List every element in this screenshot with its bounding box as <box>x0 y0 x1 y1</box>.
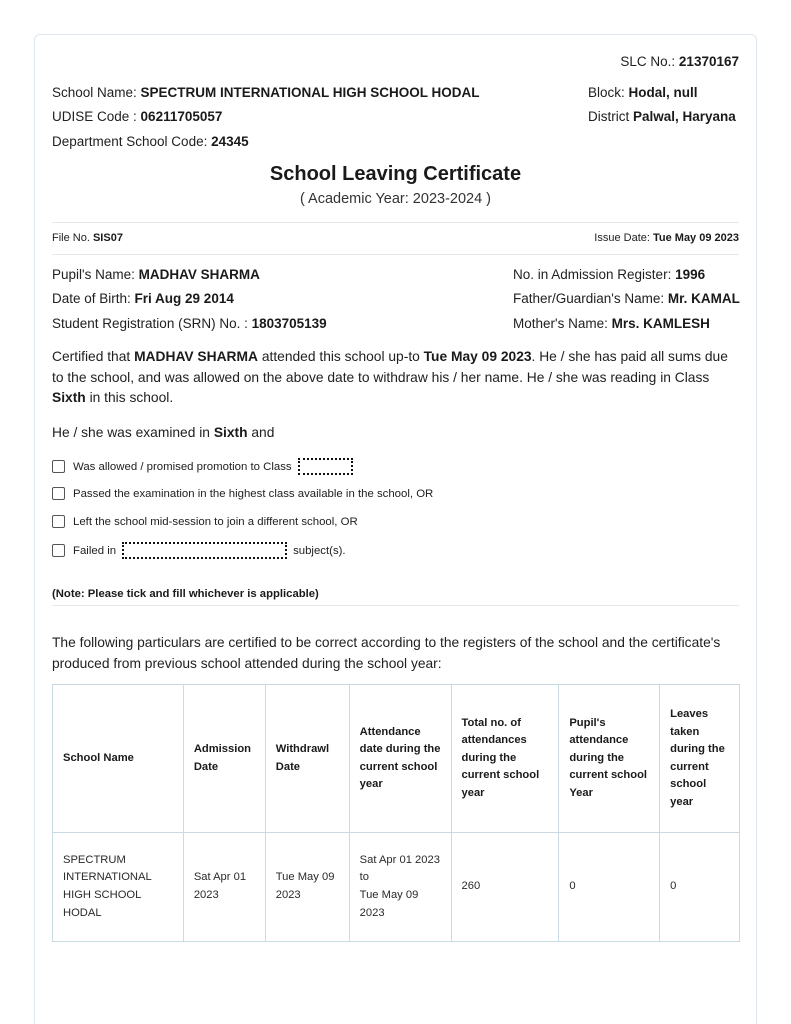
block: Block: Hodal, null <box>588 85 698 100</box>
attendance-table <box>52 684 740 942</box>
option-promotion: Was allowed / promised promotion to Class <box>52 458 353 475</box>
date-of-birth: Date of Birth: Fri Aug 29 2014 <box>52 291 234 306</box>
father-name: Father/Guardian's Name: Mr. KAMAL <box>513 291 740 306</box>
option-passed: Passed the examination in the highest class available in the school, OR <box>52 487 433 500</box>
particulars-paragraph: The following particulars are certified to be correct according to the registers of the school and the certificate's produced from previous school attended during the school year: <box>52 635 721 671</box>
header-leaves-taken: Leaves taken during the current school year <box>660 685 740 833</box>
certificate-title: School Leaving Certificate <box>269 163 522 185</box>
attendance-to: Tue May 09 2023 <box>359 889 419 919</box>
header-school-name: School Name <box>53 685 184 833</box>
header-withdrawl-date: Withdrawl Date <box>265 685 349 833</box>
divider <box>52 222 739 223</box>
pupil-name: Pupil's Name: MADHAV SHARMA <box>52 267 260 282</box>
failed-checkbox[interactable] <box>52 544 65 557</box>
cell-total-attendances: 260 <box>451 833 559 942</box>
department-school-code: Department School Code: 24345 <box>52 134 249 149</box>
examined-line: He / she was examined in Sixth and <box>52 425 275 440</box>
certificate-card <box>34 34 757 1024</box>
header-attendance-date: Attendance date during the current school year <box>349 685 451 833</box>
table-row <box>53 833 740 942</box>
attendance-from: Sat Apr 01 2023 <box>359 853 440 866</box>
option-left: Left the school mid-session to join a different school, OR <box>52 515 358 528</box>
school-name: School Name: SPECTRUM INTERNATIONAL HIGH SCHOOL HODAL <box>52 85 480 100</box>
academic-year: ( Academic Year: 2023-2024 ) <box>299 191 492 207</box>
note: (Note: Please tick and fill whichever is applicable) <box>52 588 319 600</box>
mother-name: Mother's Name: Mrs. KAMLESH <box>513 316 710 331</box>
table-header-row <box>53 685 740 833</box>
promotion-class-field[interactable] <box>298 458 353 475</box>
header-admission-date: Admission Date <box>183 685 265 833</box>
cell-admission-date: Sat Apr 01 2023 <box>183 833 265 942</box>
cell-attendance-date <box>349 833 451 942</box>
divider <box>52 254 739 255</box>
header-pupil-attendance: Pupil's attendance during the current school Year <box>559 685 660 833</box>
admission-register-number: No. in Admission Register: 1996 <box>513 267 706 282</box>
certification-paragraph: Certified that MADHAV SHARMA attended this school up-to Tue May 09 2023. He / she has paid all sums due to the school, and was allowed on the above date to withdraw his / her name. He / she was reading in Class Sixth in this school. <box>52 349 728 405</box>
failed-subjects-field[interactable] <box>122 542 287 559</box>
district: District Palwal, Haryana <box>588 109 736 124</box>
cell-school-name: SPECTRUM INTERNATIONAL HIGH SCHOOL HODAL <box>53 833 184 942</box>
option-failed: Failed in subject(s). <box>52 542 346 559</box>
slc-number: SLC No.: 21370167 <box>620 54 739 69</box>
promotion-checkbox[interactable] <box>52 460 65 473</box>
srn-number: Student Registration (SRN) No. : 1803705139 <box>52 316 327 331</box>
udise-code: UDISE Code : 06211705057 <box>52 109 223 124</box>
divider <box>52 605 739 606</box>
issue-date: Issue Date: Tue May 09 2023 <box>594 232 739 244</box>
header-total-attendances: Total no. of attendances during the current school year <box>451 685 559 833</box>
cell-pupil-attendance: 0 <box>559 833 660 942</box>
cell-withdrawl-date: Tue May 09 2023 <box>265 833 349 942</box>
file-number: File No. SIS07 <box>52 232 123 244</box>
passed-checkbox[interactable] <box>52 487 65 500</box>
attendance-to-word: to <box>359 871 370 884</box>
left-checkbox[interactable] <box>52 515 65 528</box>
cell-leaves-taken: 0 <box>660 833 740 942</box>
